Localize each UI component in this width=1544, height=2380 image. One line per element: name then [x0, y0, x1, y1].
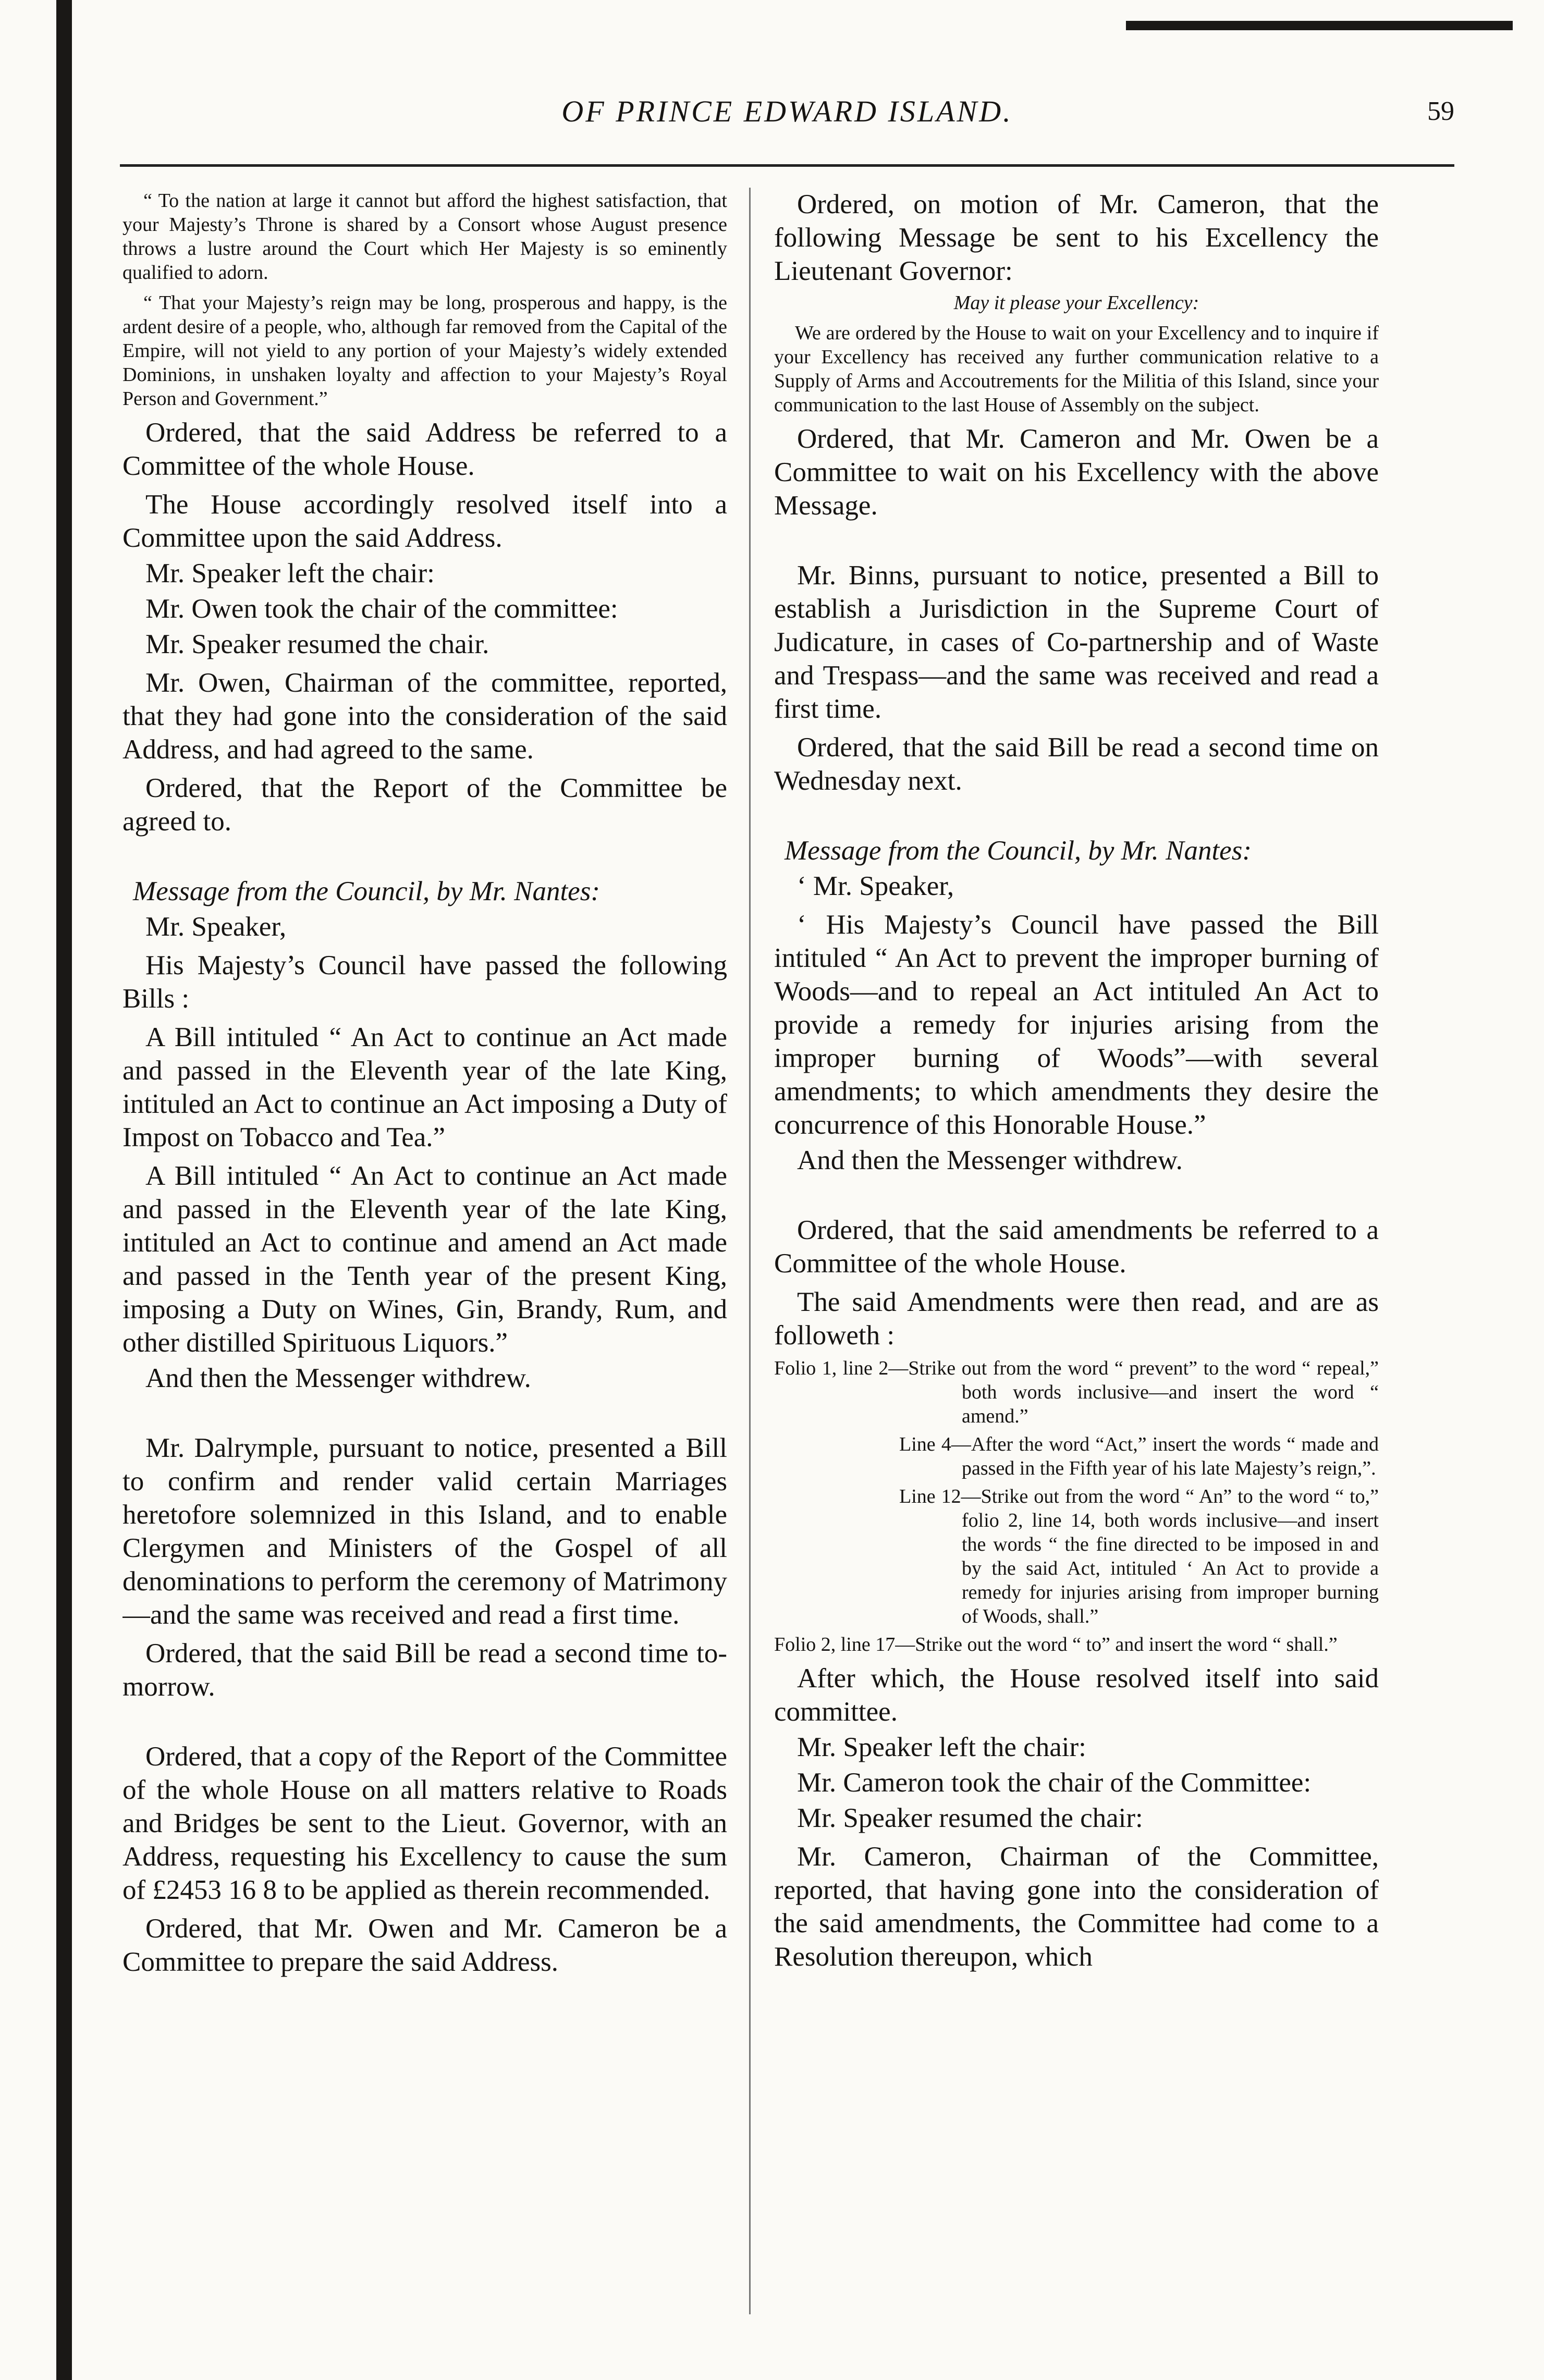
paragraph: Mr. Cameron took the chair of the Committee: [797, 1768, 1312, 1798]
paragraph: “ To the nation at large it cannot but afford the highest satisfaction, that your Majesty’s Throne is shared by a Consort whose August presence throws a lustre around the Court which Her Majesty is so eminently qualified to adorn. [122, 190, 727, 284]
paragraph: And then the Messenger withdrew. [145, 1363, 531, 1393]
paragraph: ‘ His Majesty’s Council have passed the Bill intituled “ An Act to prevent the improper burning of Woods—and to repeal an Act intituled An Act to provide a remedy for injuries arising from the improper burning of Woods”—with several amendments; to which amendments they desire the concurrence of this Honorable House.” [774, 910, 1379, 1140]
paragraph: “ That your Majesty’s reign may be long, prosperous and happy, is the ardent desire of a people, who, although far removed from the Capital of the Empire, will not yield to any portion of your Majesty’s widely extended Dominions, in unshaken loyalty and affection to your Majesty’s Royal Person and Government.” [122, 292, 727, 410]
paragraph: We are ordered by the House to wait on your Excellency and to inquire if your Excellency has received any further communication relative to a Supply of Arms and Accoutrements for the Militia of this Island, since your communication to the last House of Assembly on the subject. [774, 322, 1379, 416]
paragraph: The House accordingly resolved itself into a Committee upon the said Address. [122, 489, 727, 553]
paragraph: Mr. Speaker resumed the chair: [797, 1803, 1143, 1833]
paragraph: Mr. Speaker, [145, 912, 287, 942]
page-number: 59 [1427, 96, 1454, 126]
right-column [774, 182, 1379, 2309]
paragraph: Mr. Owen, Chairman of the committee, reported, that they had gone into the consideration of the said Address, and had agreed to the same. [122, 668, 727, 765]
paragraph: Mr. Speaker resumed the chair. [145, 629, 489, 659]
scan-edge-bar [56, 0, 72, 2380]
paragraph: The said Amendments were then read, and are as followeth : [774, 1287, 1379, 1351]
left-column [122, 182, 727, 2309]
paragraph: Mr. Speaker left the chair: [797, 1732, 1086, 1762]
paragraph: Ordered, that Mr. Cameron and Mr. Owen be a Committee to wait on his Excellency with the above Message. [774, 424, 1379, 521]
page-header [120, 83, 1454, 146]
paragraph: Mr. Dalrymple, pursuant to notice, presented a Bill to confirm and render valid certain Marriages heretofore solemnized in this Island, and to enable Clergymen and Ministers of the Gospel of all denominations to perform the ceremony of Matrimony—and the same was received and read a first time. [122, 1433, 727, 1630]
paragraph: Folio 2, line 17—Strike out the word “ to” and insert the word “ shall.” [774, 1634, 1338, 1655]
paragraph: ‘ Mr. Speaker, [797, 871, 954, 901]
paragraph: Ordered, that the said Bill be read a second time to-morrow. [122, 1638, 727, 1702]
scan-top-rule [1126, 21, 1513, 30]
paragraph: And then the Messenger withdrew. [797, 1145, 1183, 1175]
paragraph: Ordered, that the said Bill be read a second time on Wednesday next. [774, 732, 1379, 796]
paragraph: A Bill intituled “ An Act to continue an Act made and passed in the Eleventh year of the late King, intituled an Act to continue an Act imposing a Duty of Impost on Tobacco and Tea.” [122, 1022, 727, 1152]
paragraph: Ordered, that the said Address be referred to a Committee of the whole House. [122, 418, 727, 481]
paragraph: Mr. Speaker left the chair: [145, 558, 435, 588]
paragraph: Message from the Council, by Mr. Nantes: [133, 876, 600, 906]
paragraph: Mr. Owen took the chair of the committee: [145, 594, 618, 624]
paragraph: Message from the Council, by Mr. Nantes: [785, 836, 1252, 866]
column-divider [749, 188, 751, 2314]
paragraph: Mr. Binns, pursuant to notice, presented a Bill to establish a Jurisdiction in the Supreme Court of Judicature, in cases of Co-partnership and of Waste and Trespass—and the same was received and read a first time. [774, 560, 1379, 724]
paragraph: Ordered, that Mr. Owen and Mr. Cameron be a Committee to prepare the said Address. [122, 1913, 727, 1977]
paragraph: Mr. Cameron, Chairman of the Committee, reported, that having gone into the consideration of the said amendments, the Committee had come to a Resolution thereupon, which [774, 1842, 1379, 1972]
paragraph: Ordered, that a copy of the Report of the Committee of the whole House on all matters relative to Roads and Bridges be sent to the Lieut. Governor, with an Address, requesting his Excellency to cause the sum of £2453 16 8 to be applied as therein recommended. [122, 1741, 727, 1905]
running-title: OF PRINCE EDWARD ISLAND. [561, 94, 1013, 128]
paragraph: Ordered, on motion of Mr. Cameron, that the following Message be sent to his Excellency the Lieutenant Governor: [774, 189, 1379, 286]
paragraph: Ordered, that the said amendments be referred to a Committee of the whole House. [774, 1215, 1379, 1279]
header-rule [120, 164, 1454, 167]
paragraph: After which, the House resolved itself into said committee. [774, 1663, 1379, 1727]
paragraph: Line 12—Strike out from the word “ An” to the word “ to,” folio 2, line 14, both words inclusive—and insert the words “ the fine directed to be imposed in and by the said Act, intituled ‘ An Act to provide a remedy for injuries arising from improper burning of Woods, shall.” [899, 1486, 1379, 1627]
paragraph: Line 4—After the word “Act,” insert the words “ made and passed in the Fifth year of his late Majesty’s reign,”. [899, 1433, 1379, 1479]
paragraph: A Bill intituled “ An Act to continue an Act made and passed in the Eleventh year of the late King, intituled an Act to continue and amend an Act made and passed in the Tenth year of the present King, imposing a Duty on Wines, Gin, Brandy, Rum, and other distilled Spirituous Liquors.” [122, 1161, 727, 1358]
paragraph: Ordered, that the Report of the Committee be agreed to. [122, 773, 727, 837]
paragraph: May it please your Excellency: [953, 292, 1199, 314]
paragraph: Folio 1, line 2—Strike out from the word “ prevent” to the word “ repeal,” both words inclusive—and insert the word “ amend.” [774, 1357, 1379, 1427]
paragraph: His Majesty’s Council have passed the following Bills : [122, 950, 727, 1014]
